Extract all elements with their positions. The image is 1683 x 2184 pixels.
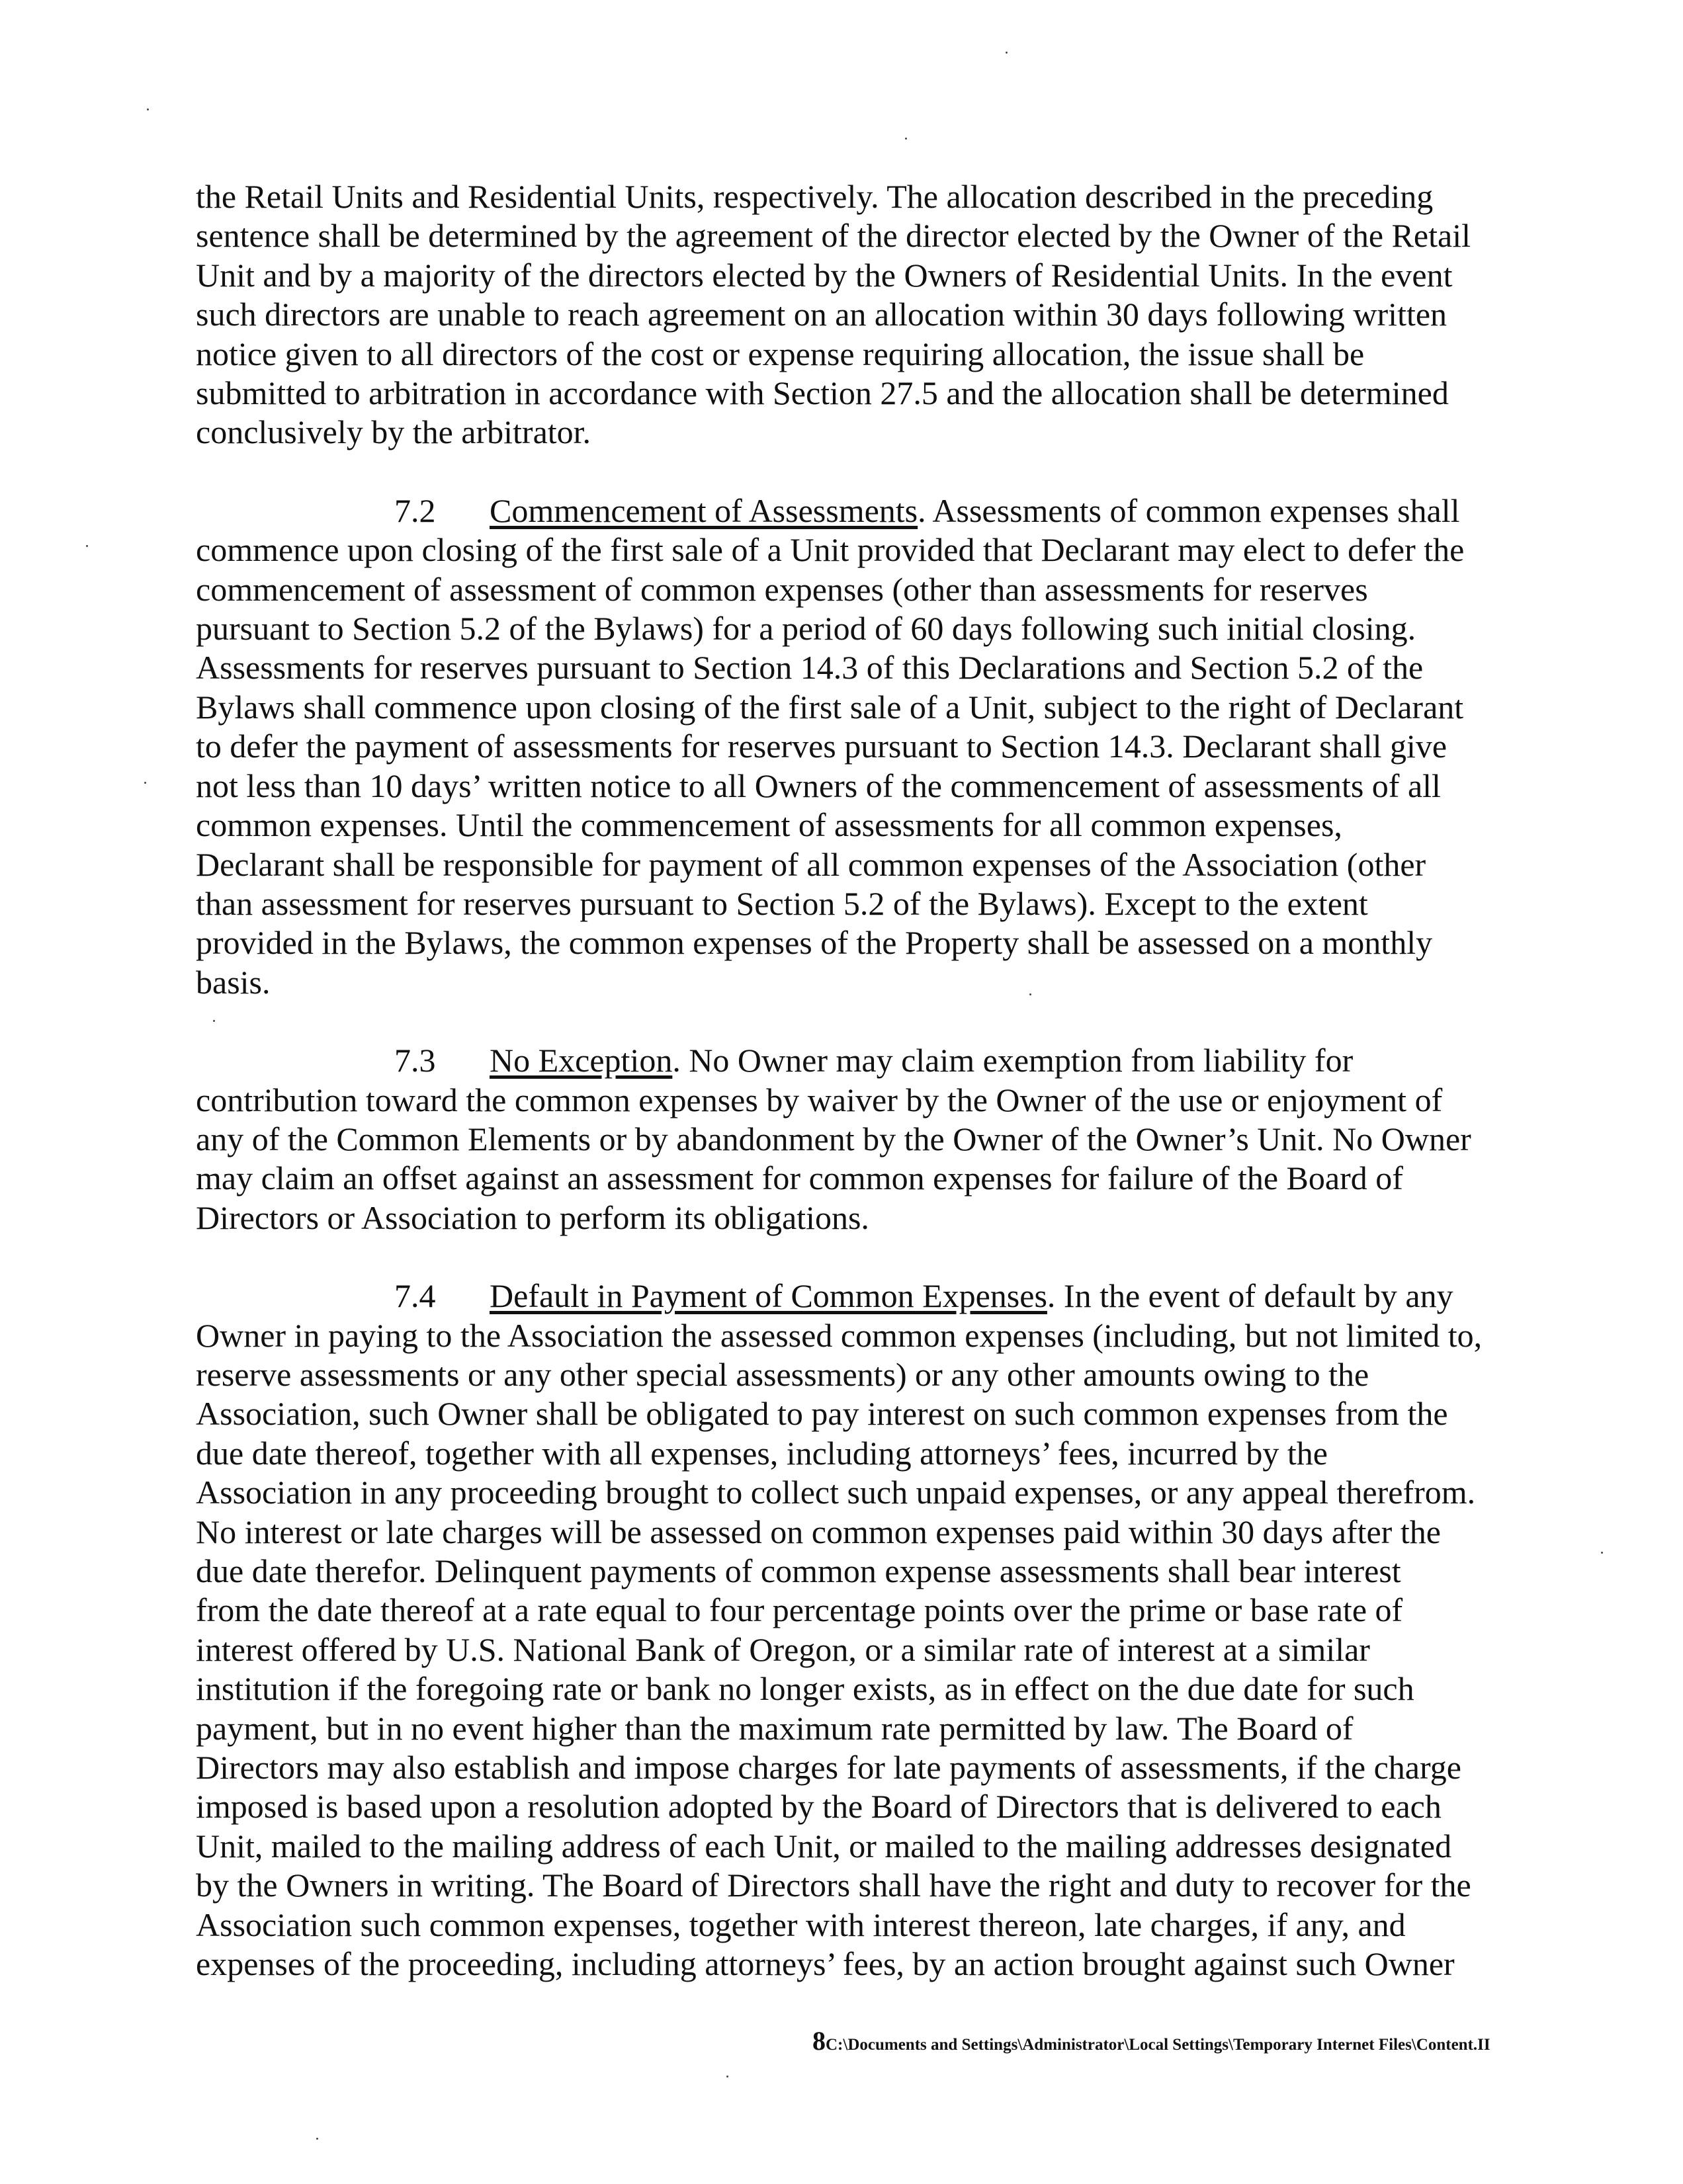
- text-line: such directors are unable to reach agreement on an allocation within 30 days following written: [196, 296, 1447, 333]
- section-heading-line: [196, 1277, 1479, 1316]
- text-line: Bylaws shall commence upon closing of the first sale of a Unit, subject to the right of Declarant: [196, 688, 1464, 726]
- text-line: than assessment for reserves pursuant to Section 5.2 of the Bylaws). Except to the extent: [196, 884, 1368, 922]
- text-line: Association, such Owner shall be obligated to pay interest on such common expenses from the: [196, 1395, 1448, 1433]
- text-line: basis.: [196, 963, 271, 1001]
- section-lead-text: . Assessments of common expenses shall: [918, 491, 1460, 529]
- text-line: due date thereof, together with all expenses, including attorneys’ fees, incurred by the: [196, 1434, 1328, 1472]
- text-line: interest offered by U.S. National Bank of Oregon, or a similar rate of interest at a similar: [196, 1630, 1370, 1668]
- scan-speck: [726, 2076, 728, 2078]
- text-line: may claim an offset against an assessment for common expenses for failure of the Board of: [196, 1159, 1403, 1197]
- section-heading-line: [196, 491, 1479, 530]
- text-line: not less than 10 days’ written notice to all Owners of the commencement of assessments of all: [196, 767, 1441, 804]
- text-line: provided in the Bylaws, the common expenses of the Property shall be assessed on a monthly: [196, 924, 1433, 962]
- section-title: No Exception: [490, 1042, 673, 1079]
- text-line: institution if the foregoing rate or bank no longer exists, as in effect on the due date for such: [196, 1670, 1414, 1708]
- scan-speck: [1029, 993, 1031, 995]
- text-line: reserve assessments or any other special assessments) or any other amounts owing to the: [196, 1355, 1369, 1393]
- section-number: 7.4: [394, 1277, 436, 1315]
- section-heading-line: [196, 1041, 1479, 1080]
- scan-speck: [144, 782, 146, 784]
- text-line: Directors or Association to perform its obligations.: [196, 1198, 869, 1236]
- section-7-2: [196, 491, 1479, 1002]
- page-number: 8: [812, 2026, 826, 2056]
- text-line: Association such common expenses, together with interest thereon, late charges, if any, and: [196, 1906, 1406, 1943]
- section-number: 7.3: [394, 1042, 436, 1079]
- text-line: payment, but in no event higher than the maximum rate permitted by law. The Board of: [196, 1709, 1354, 1747]
- text-line: sentence shall be determined by the agreement of the director elected by the Owner of the Retail: [196, 217, 1471, 255]
- section-number: 7.2: [394, 491, 436, 529]
- text-line: imposed is based upon a resolution adopted by the Board of Directors that is delivered to each: [196, 1788, 1442, 1826]
- section-lead-text: . No Owner may claim exemption from liability for: [672, 1042, 1354, 1079]
- scan-speck: [1006, 52, 1008, 54]
- scan-speck: [316, 2138, 318, 2140]
- text-line: due date therefor. Delinquent payments of common expense assessments shall bear interest: [196, 1552, 1401, 1589]
- text-line: commencement of assessment of common expenses (other than assessments for reserves: [196, 570, 1368, 608]
- text-line: Unit, mailed to the mailing address of each Unit, or mailed to the mailing addresses designated: [196, 1827, 1452, 1865]
- section-title: Commencement of Assessments: [490, 491, 918, 529]
- text-line: Association in any proceeding brought to collect such unpaid expenses, or any appeal therefrom.: [196, 1474, 1476, 1511]
- section-7-4: [196, 1277, 1483, 1984]
- text-line: the Retail Units and Residential Units, respectively. The allocation described in the preceding: [196, 178, 1434, 215]
- text-line: Unit and by a majority of the directors elected by the Owners of Residential Units. In the event: [196, 256, 1453, 294]
- document-body: [196, 177, 1483, 2023]
- scan-speck: [86, 545, 88, 547]
- file-path: C:\Documents and Settings\Administrator\Local Settings\Temporary Internet Files\Content.II: [826, 2036, 1490, 2054]
- text-line: common expenses. Until the commencement of assessments for all common expenses,: [196, 806, 1342, 844]
- text-line: by the Owners in writing. The Board of Directors shall have the right and duty to recover for the: [196, 1867, 1471, 1904]
- scan-speck: [147, 108, 149, 110]
- text-line: conclusively by the arbitrator.: [196, 413, 591, 451]
- text-line: commence upon closing of the first sale of a Unit provided that Declarant may elect to defer the: [196, 531, 1465, 569]
- text-line: to defer the payment of assessments for reserves pursuant to Section 14.3. Declarant shall give: [196, 728, 1447, 765]
- text-line: Owner in paying to the Association the assessed common expenses (including, but not limited to,: [196, 1316, 1483, 1354]
- text-line: Declarant shall be responsible for payment of all common expenses of the Association (other: [196, 845, 1426, 883]
- text-line: contribution toward the common expenses by waiver by the Owner of the use or enjoyment of: [196, 1081, 1443, 1118]
- text-line: from the date thereof at a rate equal to four percentage points over the prime or base rate of: [196, 1591, 1403, 1629]
- page-footer: [812, 2025, 1490, 2056]
- section-7-3: [196, 1041, 1479, 1238]
- text-line: notice given to all directors of the cost or expense requiring allocation, the issue shall be: [196, 335, 1365, 372]
- text-line: any of the Common Elements or by abandonment by the Owner of the Owner’s Unit. No Owner: [196, 1120, 1471, 1157]
- scan-speck: [1601, 1552, 1603, 1554]
- text-line: Directors may also establish and impose charges for late payments of assessments, if the charge: [196, 1749, 1461, 1786]
- scan-speck: [905, 138, 907, 140]
- text-line: expenses of the proceeding, including attorneys’ fees, by an action brought against such Owner: [196, 1945, 1455, 1983]
- section-lead-text: . In the event of default by any: [1047, 1277, 1453, 1315]
- text-line: Assessments for reserves pursuant to Section 14.3 of this Declarations and Section 5.2 of the: [196, 649, 1424, 687]
- scan-speck: [213, 1020, 215, 1022]
- paragraph-continued: [196, 177, 1479, 452]
- text-line: No interest or late charges will be assessed on common expenses paid within 30 days after the: [196, 1513, 1441, 1550]
- text-line: submitted to arbitration in accordance with Section 27.5 and the allocation shall be determined: [196, 374, 1449, 412]
- section-title: Default in Payment of Common Expenses: [490, 1277, 1047, 1315]
- text-line: pursuant to Section 5.2 of the Bylaws) for a period of 60 days following such initial closing.: [196, 610, 1416, 648]
